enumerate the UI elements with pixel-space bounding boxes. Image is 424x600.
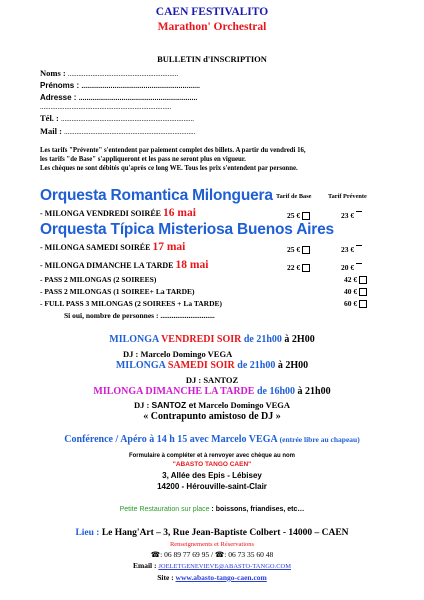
field-nom-label: Noms : [40, 68, 66, 78]
checkbox-pre-dimanche[interactable] [356, 263, 362, 264]
food-label: Petite Restauration sur place [119, 506, 210, 513]
dj-dimanche-santoz: SANTOZ et [151, 400, 197, 410]
price-pre-vendredi-value: 23 € [341, 211, 355, 220]
checkbox-pass-soiree-tarde[interactable] [359, 288, 367, 296]
field-mail[interactable] [40, 126, 195, 136]
checkbox-full-pass[interactable] [359, 300, 367, 308]
schedule-samedi [0, 360, 424, 371]
pass-soiree-tarde-label: - PASS 2 MILONGAS (1 SOIREE+ La TARDE) [40, 287, 195, 296]
row-dimanche [40, 259, 208, 271]
checkbox-pre-vendredi[interactable] [356, 211, 362, 212]
schedule-vendredi-start: de 21h00 [241, 334, 282, 345]
food-items: : boissons, friandises, etc… [209, 506, 305, 513]
price-pre-dimanche-value: 20 € [341, 263, 355, 272]
pass-soiree-tarde-value: 40 € [344, 287, 358, 296]
dj-dimanche [0, 400, 424, 410]
full-pass-label: - FULL PASS 3 MILONGAS (2 SOIREES + La TARDE) [40, 299, 223, 308]
form-title: BULLETIN d'INSCRIPTION [157, 54, 267, 64]
dj-dimanche-label: DJ : [133, 400, 150, 410]
field-adresse-line: ............................................................. [78, 95, 198, 102]
festival-subtitle: Marathon' Orchestral [157, 21, 267, 33]
row-vendredi-label: - MILONGA VENDREDI SOIRÉE [40, 209, 161, 218]
full-pass-price[interactable] [344, 299, 367, 308]
schedule-dimanche-start: de 16h00 [254, 386, 296, 397]
conference [0, 434, 424, 445]
price-base-vendredi-value: 25 € [287, 211, 301, 220]
venue-label: Lieu : [75, 528, 100, 538]
food-line [0, 506, 424, 513]
phones-line [0, 550, 424, 559]
field-mail-label: Mail : [40, 126, 62, 136]
row-samedi-label: - MILONGA SAMEDI SOIRÉE [40, 243, 151, 252]
full-pass-value: 60 € [344, 299, 358, 308]
row-vendredi [40, 207, 196, 219]
phone-icon-2: ☎ [214, 550, 225, 559]
return-intro: Formulaire à compléter et à renvoyer avec chèque au nom [128, 453, 296, 459]
field-nom[interactable] [40, 68, 178, 78]
festival-title: CAEN FESTIVALITO [155, 6, 269, 18]
price-base-vendredi[interactable] [287, 211, 310, 220]
phone-icon: ☎ [150, 550, 161, 559]
dj-dimanche-vega: Marcelo Domingo VEGA [198, 400, 291, 410]
dj-samedi: DJ : SANTOZ [185, 375, 239, 385]
schedule-samedi-day: SAMEDI SOIR [167, 360, 235, 371]
email-label: Email : [132, 561, 157, 570]
pass-2-soirees-price[interactable] [344, 275, 367, 284]
checkbox-base-samedi[interactable] [302, 246, 310, 254]
field-tel-line: ............................................................................ [61, 115, 195, 123]
checkbox-base-dimanche[interactable] [302, 264, 310, 272]
phone-2[interactable]: : 06 73 35 60 48 [224, 550, 274, 559]
field-prenoms[interactable] [40, 81, 200, 90]
row-vendredi-date: 16 mai [162, 207, 196, 219]
site-line [0, 573, 424, 582]
price-pre-samedi-value: 23 € [341, 245, 355, 254]
field-adresse-label: Adresse : [40, 93, 77, 102]
schedule-dimanche-end: à 21h00 [295, 386, 331, 397]
checkbox-pass-2-soirees[interactable] [359, 276, 367, 284]
price-base-dimanche-value: 22 € [287, 263, 301, 272]
row-samedi-date: 17 mai [152, 241, 186, 253]
price-base-dimanche[interactable] [287, 263, 310, 272]
field-prenoms-label: Prénoms : [40, 81, 80, 90]
site-link[interactable]: www.abasto-tango-caen.com [175, 573, 267, 582]
field-nom-line: ............................................................... [67, 70, 179, 78]
row-dimanche-date: 18 mai [175, 259, 209, 271]
schedule-vendredi-end: à 2H00 [281, 334, 315, 345]
schedule-samedi-end: à 2H00 [275, 360, 309, 371]
schedule-dimanche-day: DIMANCHE LA TARDE [145, 386, 255, 397]
field-prenoms-line: ............................................................. [81, 83, 200, 90]
price-base-samedi[interactable] [287, 245, 310, 254]
phone-1[interactable]: : 06 89 77 69 95 / [160, 550, 214, 559]
price-base-samedi-value: 25 € [287, 245, 301, 254]
note-line-3: Les chèques ne sont débités qu'après ce long WE. Tous les prix s'entendent par personne. [40, 165, 298, 172]
dj-vendredi: DJ : Marcelo Domingo VEGA [123, 349, 233, 359]
schedule-vendredi-prefix: MILONGA [109, 334, 162, 345]
persons-count-field[interactable]: Si oui, nombre de personnes : ............................. [64, 311, 215, 320]
schedule-vendredi [0, 334, 424, 345]
info-line: Renseignements et Réservations [169, 541, 255, 548]
field-tel[interactable] [40, 113, 194, 123]
field-adresse-line2[interactable]: ........................................................................... [40, 103, 172, 111]
schedule-samedi-start: de 21h00 [234, 360, 276, 371]
note-line-1: Les tarifs "Prévente" s'entendent par paiement complet des billets. A partir du vendredi 16, [40, 147, 306, 154]
checkbox-base-vendredi[interactable] [302, 212, 310, 220]
orchestra-2: Orquesta Típica Misteriosa Buenos Aires [40, 221, 334, 238]
row-dimanche-label: - MILONGA DIMANCHE LA TARDE [40, 261, 174, 270]
pass-soiree-tarde-price[interactable] [344, 287, 367, 296]
venue-line [0, 528, 424, 538]
field-adresse[interactable] [40, 93, 197, 102]
schedule-vendredi-day: VENDREDI SOIR [161, 334, 242, 345]
note-line-2: les tarifs "de Base" s'appliqueront et les pass ne seront plus en vigueur. [40, 156, 246, 163]
schedule-dimanche [0, 386, 424, 397]
col-header-prevente: Tarif Prévente [328, 193, 367, 200]
venue-address: Le Hang'Art – 3, Rue Jean-Baptiste Colbert - 14000 – CAEN [99, 528, 349, 538]
conference-main: Conférence / Apéro à 14 h 15 avec Marcelo VEGA [64, 434, 278, 445]
return-payee: "ABASTO TANGO CAEN" [172, 461, 252, 468]
site-label: Site : [157, 573, 174, 582]
price-pre-dimanche[interactable] [341, 263, 362, 272]
schedule-samedi-prefix: MILONGA [115, 360, 168, 371]
contrapunto: « Contrapunto amistoso de DJ » [143, 411, 281, 422]
schedule-dimanche-prefix: MILONGA [93, 386, 146, 397]
return-address-2: 14200 - Hérouville-saint-Clair [157, 482, 267, 491]
field-mail-line: ........................................................................... [64, 128, 196, 136]
col-header-base: Tarif de Base [276, 193, 312, 200]
conference-note: (entrée libre au chapeau) [279, 435, 360, 444]
pass-2-soirees-label: - PASS 2 MILONGAS (2 SOIREES) [40, 275, 157, 284]
pass-2-soirees-value: 42 € [344, 275, 358, 284]
email-line [0, 561, 424, 570]
price-pre-samedi[interactable] [341, 245, 362, 254]
orchestra-1: Orquesta Romantica Milonguera [40, 187, 273, 204]
checkbox-pre-samedi[interactable] [356, 245, 362, 246]
email-link[interactable]: JOELETGENEVIEVE@ABASTO-TANGO.COM [158, 563, 292, 570]
field-tel-label: Tél. : [40, 113, 59, 123]
row-samedi [40, 241, 185, 253]
price-pre-vendredi[interactable] [341, 211, 362, 220]
return-address-1: 3, Allée des Epis - Lébisey [162, 471, 262, 480]
